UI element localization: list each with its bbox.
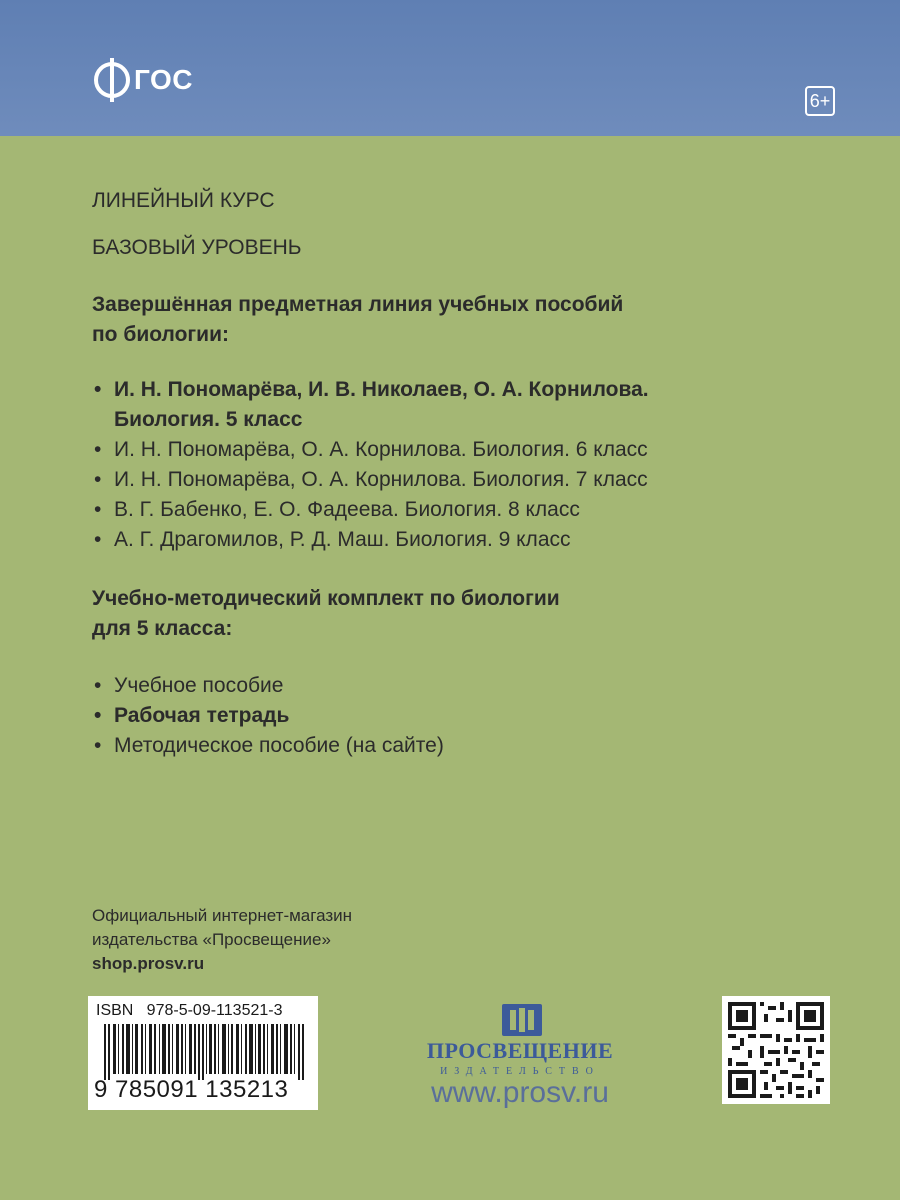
bullet-icon: • — [94, 468, 102, 491]
fgos-logo-text: ГОС — [134, 64, 194, 95]
bullet-icon: • — [94, 528, 102, 551]
series-item-line1: И. Н. Пономарёва, О. А. Корнилова. Биология. 6 класс — [114, 438, 648, 461]
bullet-icon: • — [94, 674, 102, 697]
bullet-icon: • — [94, 438, 102, 461]
isbn-barcode-block — [88, 996, 318, 1110]
prosveshchenie-logo-icon — [500, 1000, 544, 1040]
course-type: ЛИНЕЙНЫЙ КУРС — [92, 189, 275, 212]
fgos-emblem-icon — [92, 54, 132, 106]
shop-url: shop.prosv.ru — [92, 954, 205, 973]
qr-code-block — [722, 996, 830, 1104]
series-heading-line2: по биологии: — [92, 323, 229, 346]
publisher-subtitle: ИЗДАТЕЛЬСТВО — [440, 1066, 600, 1077]
list-item — [92, 435, 649, 465]
kit-item-label: Методическое пособие (на сайте) — [114, 734, 444, 757]
list-item — [92, 375, 649, 435]
age-rating-badge: 6+ — [805, 86, 835, 116]
publisher-name: ПРОСВЕЩЕНИЕ — [426, 1038, 614, 1063]
list-item — [92, 701, 444, 731]
publisher-url: www.prosv.ru — [431, 1076, 609, 1109]
kit-item-label: Рабочая тетрадь — [114, 704, 290, 727]
kit-item-label: Учебное пособие — [114, 674, 284, 697]
course-level: БАЗОВЫЙ УРОВЕНЬ — [92, 236, 302, 259]
series-item-line1: И. Н. Пономарёва, И. В. Николаев, О. А. Корнилова. — [114, 378, 649, 401]
list-item — [92, 731, 444, 761]
fgos-logo — [92, 54, 193, 106]
series-item-line1: И. Н. Пономарёва, О. А. Корнилова. Биология. 7 класс — [114, 468, 648, 491]
isbn-label: ISBN 978-5-09-113521-3 — [96, 1002, 283, 1019]
list-item — [92, 495, 649, 525]
bullet-icon: • — [94, 734, 102, 757]
shop-line2: издательства «Просвещение» — [92, 930, 331, 949]
series-list — [92, 375, 649, 555]
series-item-line1: А. Г. Драгомилов, Р. Д. Маш. Биология. 9 класс — [114, 528, 571, 551]
kit-heading-line1: Учебно-методический комплект по биологии — [92, 587, 560, 610]
barcode-digits: 9 785091 135213 — [94, 1076, 289, 1103]
list-item — [92, 465, 649, 495]
bullet-icon: • — [94, 378, 102, 401]
series-item-line1: В. Г. Бабенко, Е. О. Фадеева. Биология. 8 класс — [114, 498, 580, 521]
barcode-icon — [104, 1024, 304, 1080]
qr-code-icon — [728, 1002, 824, 1098]
bullet-icon: • — [94, 498, 102, 521]
kit-heading-line2: для 5 класса: — [92, 617, 233, 640]
bullet-icon: • — [94, 704, 102, 727]
shop-line1: Официальный интернет-магазин — [92, 906, 353, 925]
list-item — [92, 525, 649, 555]
kit-list — [92, 671, 444, 761]
series-heading-line1: Завершённая предметная линия учебных пособий — [92, 293, 624, 316]
list-item — [92, 671, 444, 701]
series-item-line2: Биология. 5 класс — [114, 408, 303, 431]
